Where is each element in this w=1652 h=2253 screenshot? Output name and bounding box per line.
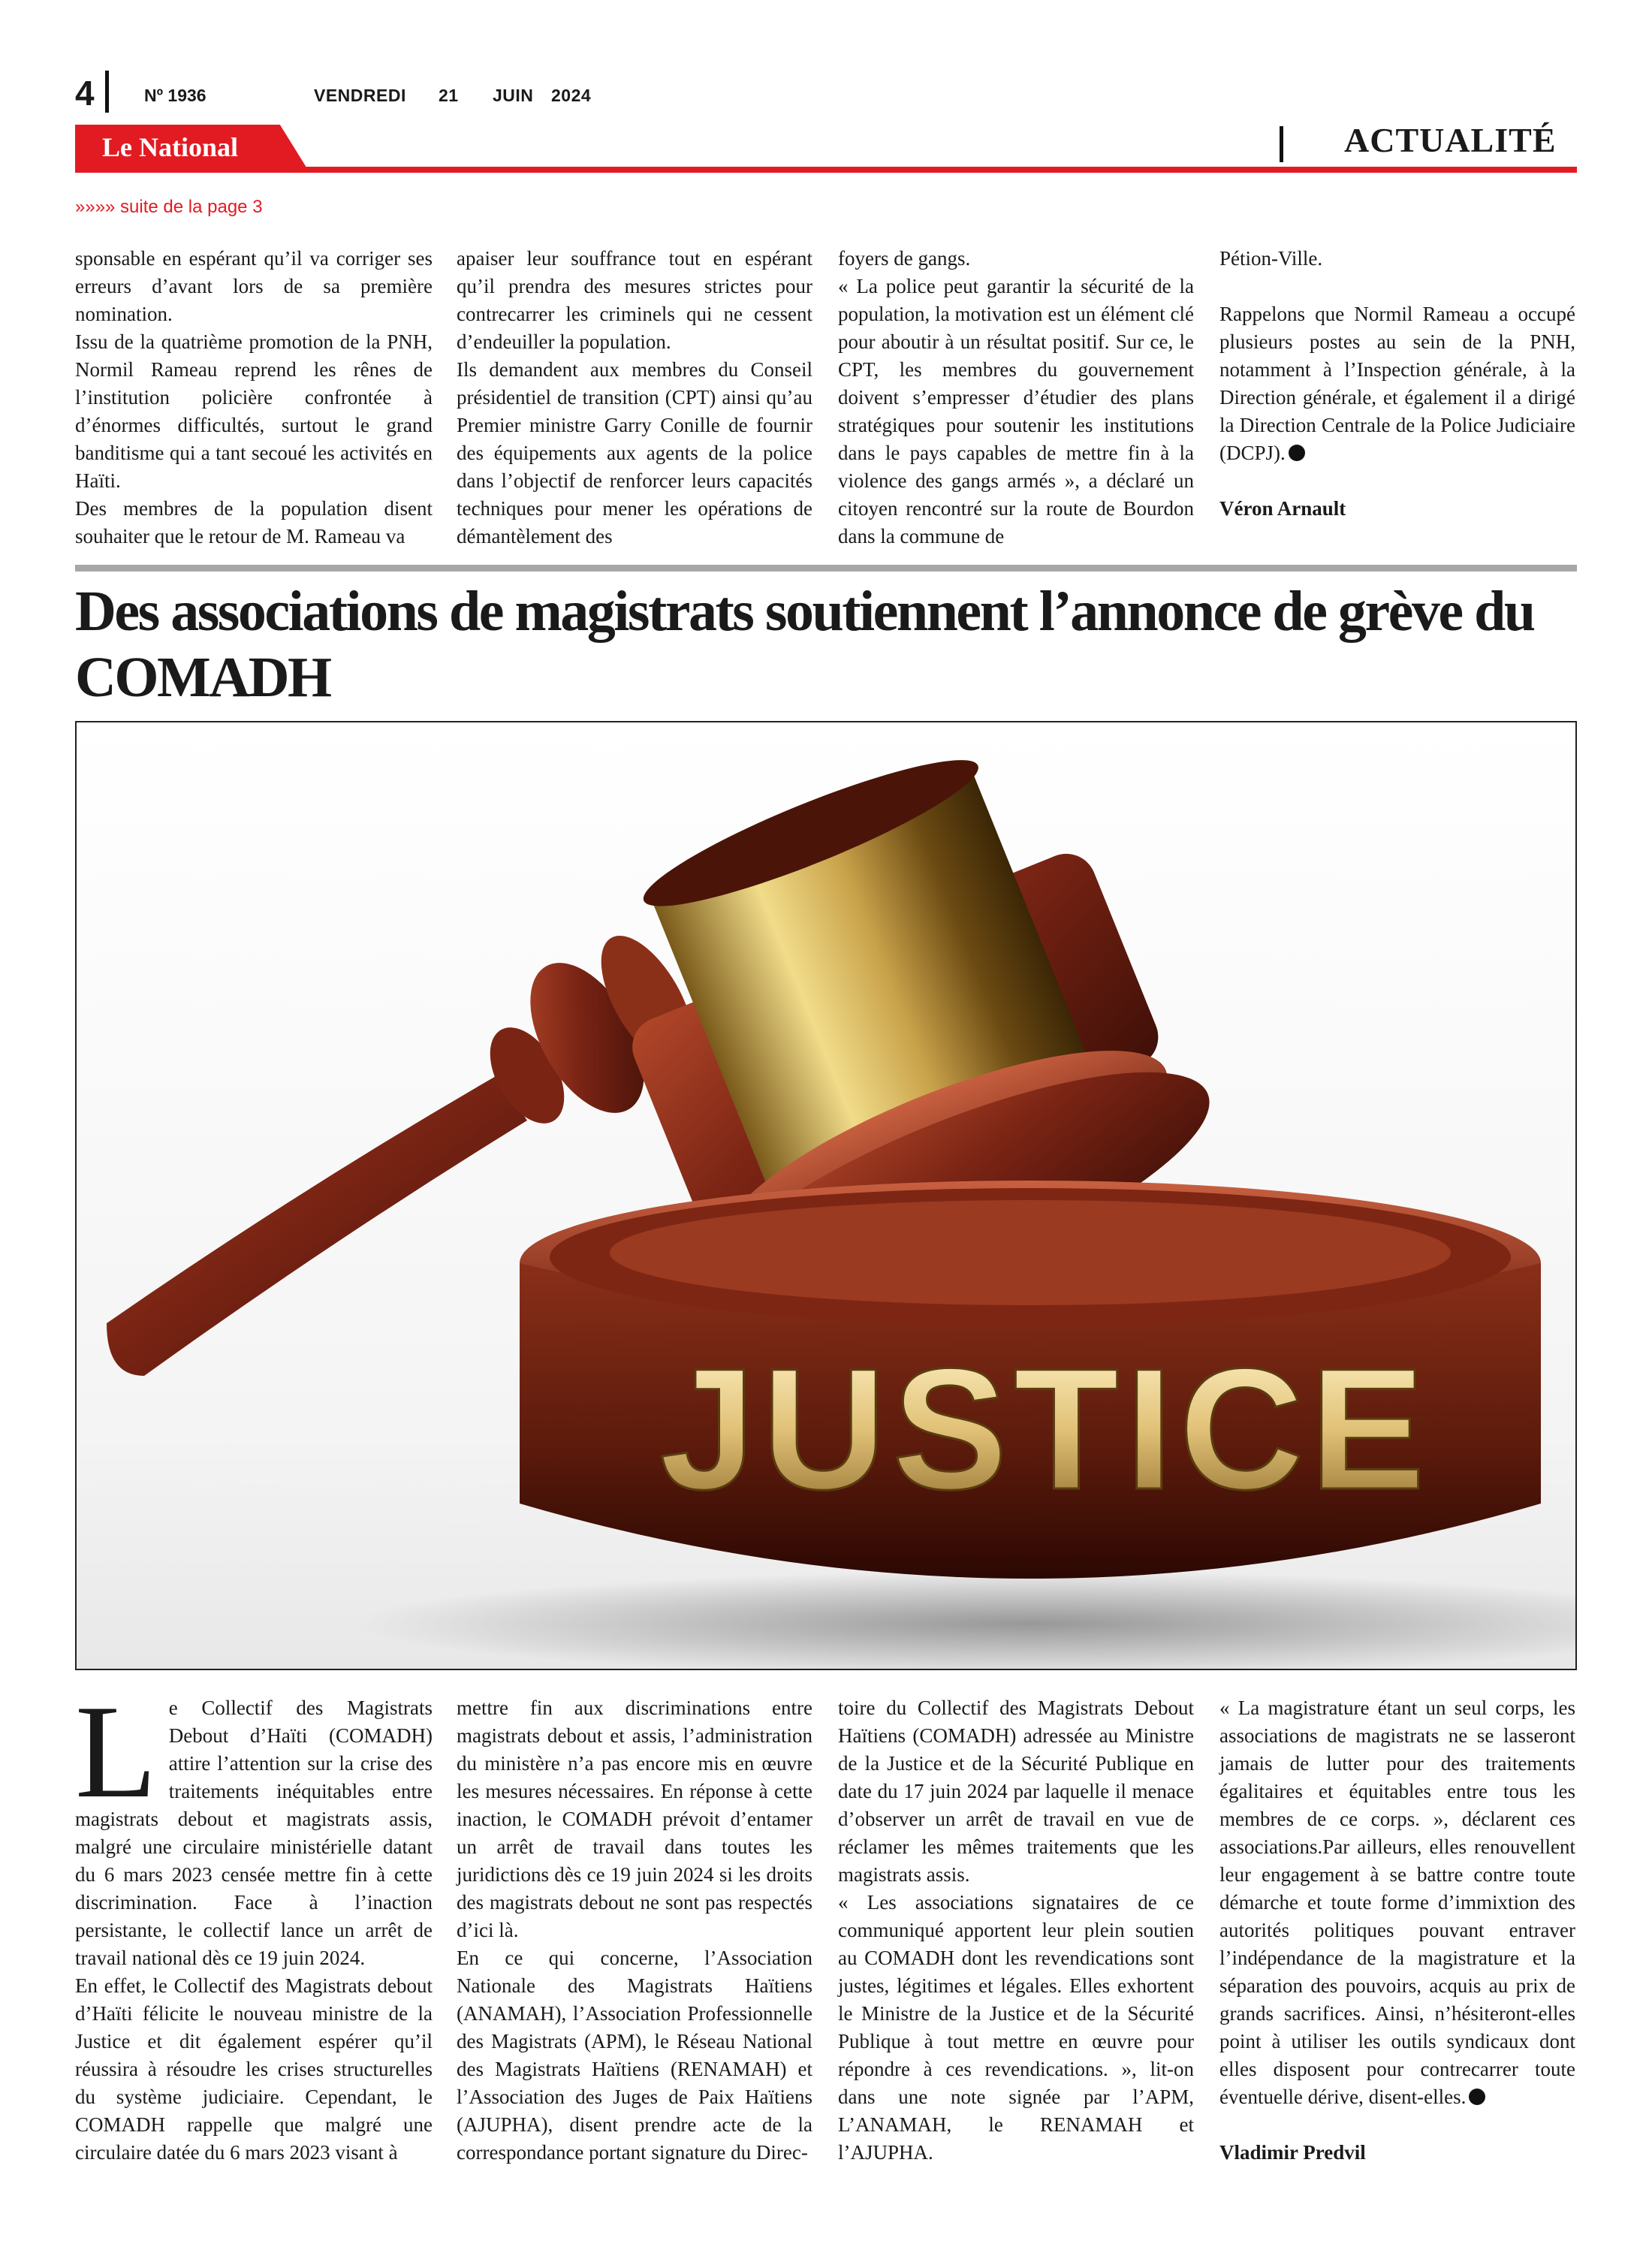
headline: Des associations de magistrats soutiennent l’annonce de grève du COMADH <box>75 580 1534 709</box>
top-article-column-4 <box>1219 245 1575 523</box>
paragraph: Issu de la quatrième promotion de la PNH, Normil Rameau reprend les rênes de l’institution policière confrontée à d’énormes difficultés, surtout le grand banditisme qui a tant secoué les activités en Haïti. <box>75 330 433 492</box>
main-article-column-1 <box>75 1677 433 2167</box>
top-article-column-3 <box>838 245 1194 550</box>
paragraph: toire du Collectif des Magistrats Debout Haïtiens (COMADH) adressée au Ministre de la Justice et de la Sécurité Publique en date du 17 juin 2024 par laquelle il menace d’observer un arrêt de travail en vue de réclamer les mêmes traitements que les magistrats assis. <box>838 1697 1194 1886</box>
top-article-column-2 <box>457 245 812 550</box>
gavel-photo <box>75 721 1577 1670</box>
section-title: ACTUALITÉ <box>1344 121 1557 159</box>
paragraph: Pétion-Ville. <box>1219 247 1323 270</box>
article-separator <box>75 565 1577 572</box>
byline: Vladimir Predvil <box>1219 2141 1366 2164</box>
byline: Véron Arnault <box>1219 497 1346 520</box>
top-article-column-1 <box>75 245 433 550</box>
paragraph: Rappelons que Normil Rameau a occupé plusieurs postes au sein de la PNH, notamment à l’Inspection générale, à la Direction générale, et également il a dirigé la Direction Centrale de la Police Judiciaire (DCPJ). <box>1219 303 1575 464</box>
date-weekday: VENDREDI <box>314 86 406 105</box>
brand-name: Le National <box>102 132 239 162</box>
issue-number: Nº 1936 <box>144 86 206 105</box>
paragraph: « La police peut garantir la sécurité de la population, la motivation est un élément clé pour aboutir à un résultat positif. Sur ce, le CPT, les membres du gouvernement doivent s’empresser d’étudier des plans stratégiques pour soutenir les institutions dans le pays capables de mettre fin à la violence des gangs armés », a déclaré un citoyen rencontré sur la route de Bourdon dans la commune de <box>838 275 1194 547</box>
paragraph: Des membres de la population disent souhaiter que le retour de M. Rameau va <box>75 497 433 547</box>
paragraph: « Les associations signataires de ce communiqué apportent leur plein soutien au COMADH dont les revendications sont justes, légitimes et légales. Elles exhortent le Ministre de la Justice et de la Sécurité Publique à tout mettre en œuvre pour répondre à ces revendications. », lit-on dans une note signée par l’APM, L’ANAMAH, le RENAMAH et l’AJUPHA. <box>838 1891 1194 2164</box>
header-rule <box>75 167 1577 173</box>
date-day: 21 <box>439 86 459 105</box>
date-year: 2024 <box>551 86 592 105</box>
end-of-article-icon <box>1469 2089 1485 2105</box>
paragraph: sponsable en espérant qu’il va corriger ses erreurs d’avant lors de sa première nomination. <box>75 247 433 325</box>
paragraph: e Collectif des Magistrats Debout d’Haïti (COMADH) attire l’attention sur la crise des traitements inéquitables entre magistrats debout et magistrats assis, malgré une circulaire ministérielle datant du 6 mars 2023 censée mettre fin à cette discrimination. Face à l’inaction persistante, le collectif lance un arrêt de travail national dès ce 19 juin 2024. <box>75 1697 433 1969</box>
page-number: 4 <box>75 74 95 113</box>
gavel-illustration <box>77 722 1575 1669</box>
paragraph: apaiser leur souffrance tout en espérant qu’il prendra des mesures strictes pour contrecarrer les criminels qui ne cessent d’endeuiller la population. <box>457 247 812 353</box>
continued-from: »»»» suite de la page 3 <box>75 197 263 217</box>
paragraph: foyers de gangs. <box>838 247 971 270</box>
main-article-column-3 <box>838 1694 1194 2167</box>
paragraph: mettre fin aux discriminations entre magistrats debout et assis, l’administration du ministère n’a pas encore mis en œuvre les mesures nécessaires. En réponse à cette inaction, le COMADH prévoit d’entamer un arrêt de travail dans toutes les juridictions dès ce 19 juin 2024 si les droits des magistrats debout ne sont pas respectés d’ici là. <box>457 1697 812 1941</box>
paragraph: En effet, le Collectif des Magistrats debout d’Haïti félicite le nouveau ministre de la Justice et dit également espérer qu’il réussira à résoudre les crises structurelles du système judiciaire. Cependant, le COMADH rappelle que malgré une circulaire datée du 6 mars 2023 visant à <box>75 1974 433 2164</box>
paragraph: En ce qui concerne, l’Association Nationale des Magistrats Haïtiens (ANAMAH), l’Association Professionnelle des Magistrats (APM), le Réseau National des Magistrats Haïtiens (RENAMAH) et l’Association des Juges de Paix Haïtiens (AJUPHA), disent prendre acte de la correspondance portant signature du Direc- <box>457 1947 812 2164</box>
paragraph: Ils demandent aux membres du Conseil présidentiel de transition (CPT) ainsi qu’au Premier ministre Garry Conille de fournir des équipements aux agents de la police dans l’objectif de renforcer leurs capacités techniques pour mener les opérations de démantèlement des <box>457 358 812 547</box>
divider <box>105 71 109 113</box>
paragraph: « La magistrature étant un seul corps, les associations de magistrats ne se lasseront jamais de lutter pour des traitements égalitaires et équitables entre tous les membres de ce corps. », déclarent ces associations.Par ailleurs, elles renouvellent leur engagement à se battre contre toute démarche et toute forme d’immixtion des autorités politiques pouvant entraver l’indépendance de la magistrature et la séparation des pouvoirs, acquis au prix de grands sacrifices. Ainsi, n’hésiteront-elles point à utiliser les outils syndicaux dont elles disposent pour contrecarrer toute éventuelle dérive, disent-elles. <box>1219 1697 1575 2108</box>
main-article-column-4 <box>1219 1694 1575 2167</box>
drop-cap: L <box>75 1677 157 1826</box>
justice-text: JUSTICE <box>659 1332 1431 1525</box>
end-of-article-icon <box>1289 445 1305 461</box>
main-article-column-2 <box>457 1694 812 2167</box>
date-month: JUIN <box>493 86 534 105</box>
section-divider <box>1280 126 1283 162</box>
